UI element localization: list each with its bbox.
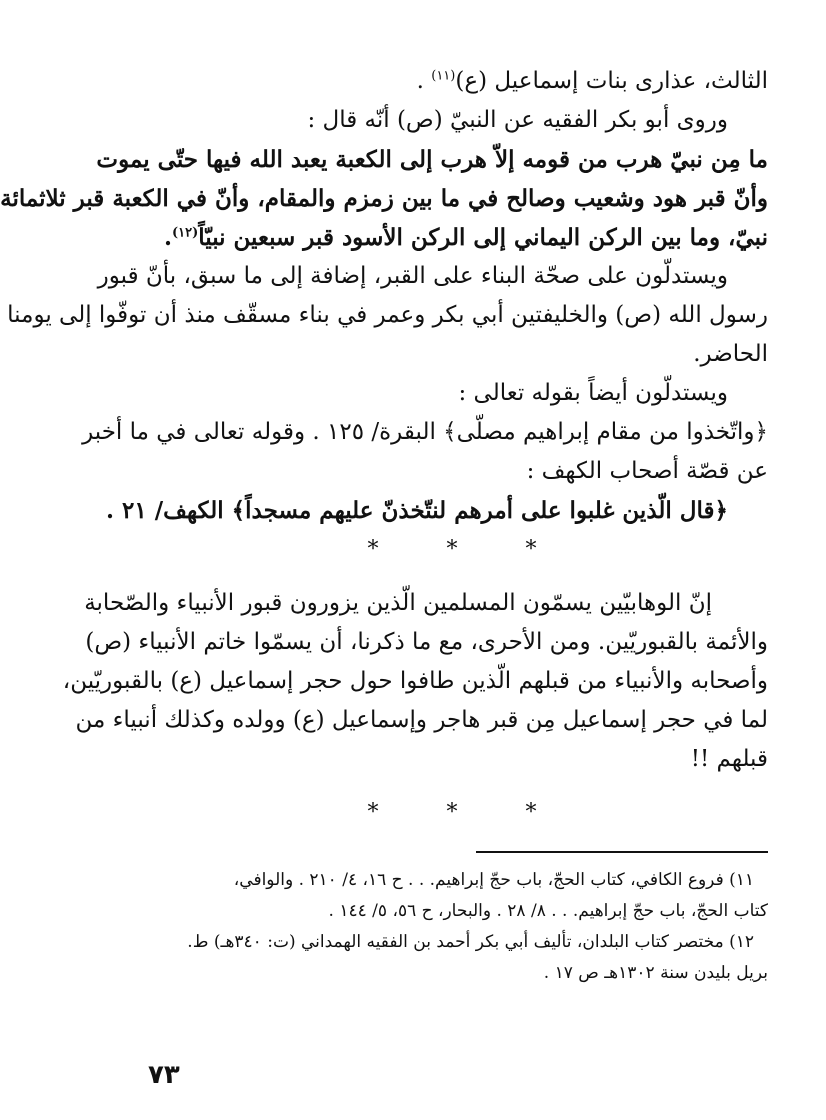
footnote-line: ١١) فروع الكافي، كتاب الحجّ، باب حجّ إبراهيم. . . ح ١٦، ٤/ ٢١٠ . والوافي، — [233, 870, 754, 890]
text-line: رسول الله (ص) والخليفتين أبي بكر وعمر في بناء مسقّف منذ أن توفّوا إلى يومنا — [7, 302, 768, 328]
footnote-line: كتاب الحجّ، باب حجّ إبراهيم. . . ٨/ ٢٨ . والبحار، ح ٥٦، ٥/ ١٤٤ . — [328, 901, 768, 921]
quran-verse-line: ﴿واتّخذوا من مقام إبراهيم مصلّى﴾ البقرة/ ١٢٥ . وقوله تعالى في ما أخبر — [82, 419, 768, 445]
text-line: ويستدلّون على صحّة البناء على القبر، إضافة إلى ما سبق، بأنّ قبور — [97, 263, 728, 289]
text-line: عن قصّة أصحاب الكهف : — [526, 458, 768, 484]
text-line: ويستدلّون أيضاً بقوله تعالى : — [458, 380, 728, 406]
section-divider — [136, 793, 768, 833]
section-divider — [136, 530, 768, 570]
book-page — [0, 62, 768, 1082]
asterisk-ornament: * — [525, 537, 537, 562]
asterisk-ornament: * — [367, 800, 379, 825]
footnote-ref: (١١) — [431, 68, 456, 84]
text-line: وروى أبو بكر الفقيه عن النبيّ (ص) أنّه قال : — [307, 107, 728, 133]
hadith-line: ما مِن نبيّ هرب من قومه إلاّ هرب إلى الكعبة يعبد الله فيها حتّى يموت — [96, 146, 768, 173]
text-line: الحاضر. — [693, 341, 768, 367]
text-line: وأصحابه والأنبياء من قبلهم الّذين طافوا حول حجر إسماعيل (ع) بالقبوريّين، — [62, 668, 768, 694]
page-number: ٧٣ — [148, 1060, 180, 1090]
text-line: والأئمة بالقبوريّين. ومن الأحرى، مع ما ذكرنا، أن يسمّوا خاتم الأنبياء (ص) — [85, 629, 768, 655]
hadith-line: وأنّ قبر هود وشعيب وصالح في ما بين زمزم والمقام، وأنّ في الكعبة قبر ثلاثمائة — [0, 185, 768, 212]
quran-verse-line: ﴿قال الّذين غلبوا على أمرهم لنتّخذنّ عليهم مسجداً﴾ الكهف/ ٢١ . — [106, 497, 728, 524]
text-line: إنّ الوهابيّين يسمّون المسلمين الّذين يزورون قبور الأنبياء والصّحابة — [84, 590, 712, 616]
footnote-line: ١٢) مختصر كتاب البلدان، تأليف أبي بكر أحمد بن الفقيه الهمداني (ت: ٣٤٠هـ) ط. — [187, 932, 754, 952]
asterisk-ornament: * — [367, 537, 379, 562]
hadith-line: نبيّ، وما بين الركن اليماني إلى الركن الأسود قبر سبعين نبيّاً$^{(١٢)}$. — [163, 224, 768, 251]
asterisk-ornament: * — [525, 800, 537, 825]
text-line: الثالث، عذارى بنات إسماعيل (ع)$^{(١١)}$ . — [416, 68, 768, 94]
footnote-line: بريل بليدن سنة ١٣٠٢هـ ص ١٧ . — [543, 963, 768, 983]
asterisk-ornament: * — [446, 537, 458, 562]
footnote-ref: (١٢) — [171, 225, 199, 241]
text-line: قبلهم !! — [690, 746, 768, 772]
text-line: لما في حجر إسماعيل مِن قبر هاجر وإسماعيل (ع) وولده وكذلك أنبياء من — [75, 707, 768, 733]
asterisk-ornament: * — [446, 800, 458, 825]
